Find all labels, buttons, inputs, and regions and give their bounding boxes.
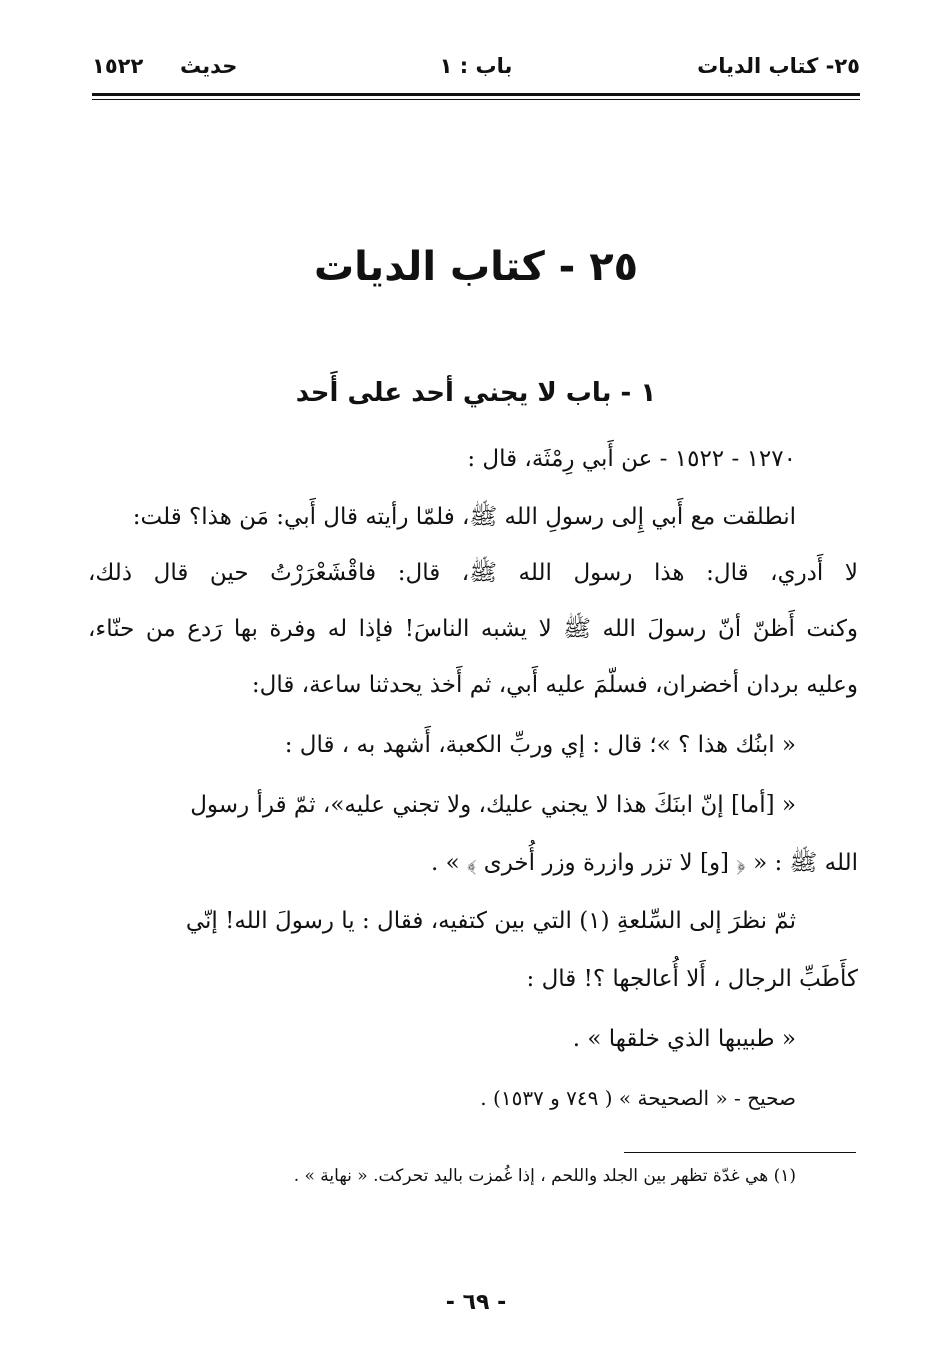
body-line-10: « طبيبها الذي خلقها » . bbox=[572, 1026, 796, 1052]
body-line-7: الله ﷺ : « ﴿ [و] لا تزر وازرة وزر أُخرى ﴾ » . bbox=[430, 850, 858, 876]
body-line-6: « [أما] إنّ ابنَكَ هذا لا يجني عليك، ولا تجني عليه»، ثمّ قرأ رسول bbox=[190, 792, 796, 818]
header-chapter: باب : ١ bbox=[439, 54, 513, 78]
chapter-title: ١ - باب لا يجني أحد على أَحد bbox=[295, 378, 657, 408]
header-hadith-label: حديث bbox=[180, 54, 238, 78]
header-hadith-number: ١٥٢٢ bbox=[92, 54, 144, 78]
grading-line: صحيح - « الصحيحة » ( ٧٤٩ و ١٥٣٧) . bbox=[480, 1086, 796, 1110]
body-line-8: ثمّ نظرَ إلى السِّلعةِ (١) التي بين كتفيه، فقال : يا رسولَ الله! إنّي bbox=[185, 908, 796, 934]
hadith-number-line: ١٢٧٠ - ١٥٢٢ - عن أَبي رِمْثَة، قال : bbox=[467, 446, 796, 472]
body-line-5: « ابنُك هذا ؟ »؛ قال : إي وربِّ الكعبة، أَشهد به ، قال : bbox=[284, 732, 796, 758]
book-title: ٢٥ - كتاب الديات bbox=[313, 244, 639, 290]
footnote: (١) هي غدّة تظهر بين الجلد واللحم ، إذا غُمزت باليد تحركت. « نهاية » . bbox=[293, 1166, 796, 1186]
page-number: - ٦٩ - bbox=[445, 1290, 507, 1315]
body-line-4: وعليه بردان أخضران، فسلّمَ عليه أَبي، ثم أَخذ يحدثنا ساعة، قال: bbox=[251, 672, 858, 698]
header-book-name: ٢٥- كتاب الديات bbox=[697, 54, 860, 78]
footnote-rule bbox=[624, 1152, 856, 1153]
body-line-9: كأَطَبِّ الرجال ، أَلا أُعالجها ؟! قال : bbox=[526, 966, 858, 992]
body-line-2: لا أَدري، قال: هذا رسول الله ﷺ، قال: فاقْشَعْرَرْتُ حين قال ذلك، bbox=[88, 560, 858, 586]
body-line-3: وكنت أَظنّ أنّ رسولَ الله ﷺ لا يشبه الناسَ! فإذا له وفرة بها رَدع من حنّاء، bbox=[88, 616, 858, 642]
header-rule-thick bbox=[92, 93, 860, 96]
body-line-1: انطلقت مع أَبي إِلى رسولِ الله ﷺ، فلمّا رأيته قال أَبي: مَن هذا؟ قلت: bbox=[132, 504, 796, 530]
running-header bbox=[92, 54, 860, 88]
header-rule-thin bbox=[92, 99, 860, 100]
